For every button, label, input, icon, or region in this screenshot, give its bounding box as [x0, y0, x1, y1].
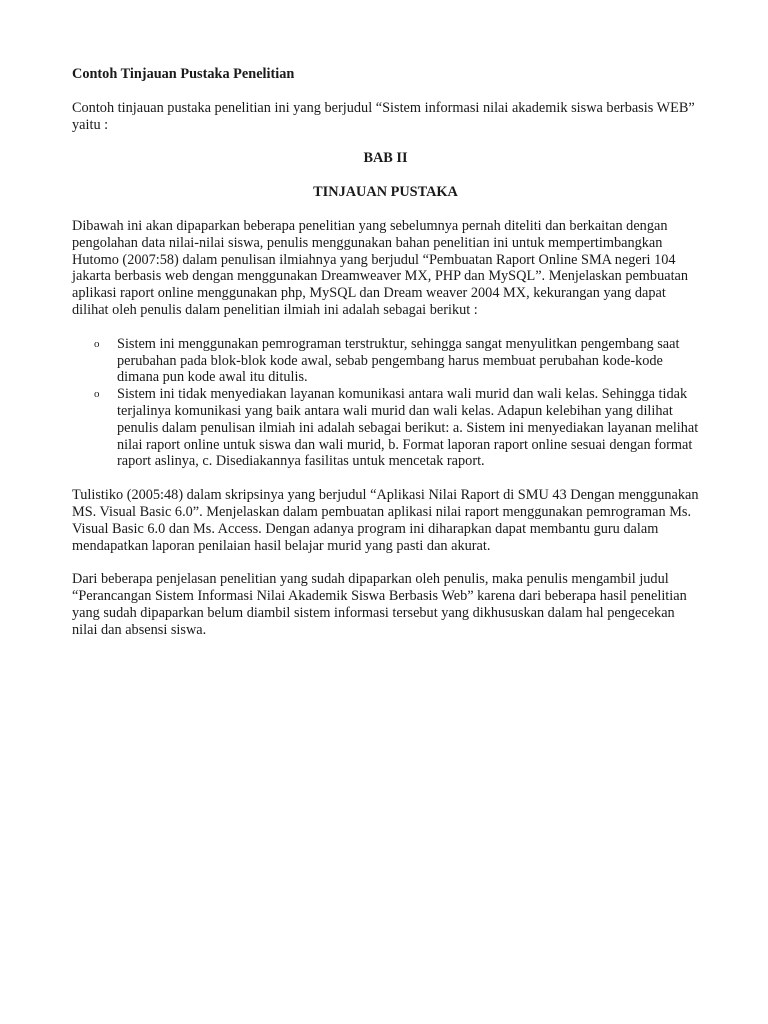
chapter-title: TINJAUAN PUSTAKA [313, 184, 458, 201]
body-paragraph-3: Dari beberapa penjelasan penelitian yang sudah dipaparkan oleh penulis, maka penulis mengambil judul “Perancangan Sistem Informasi Nilai Akademik Siswa Berbasis Web” karena dari beberapa hasil penelitian yang sudah dipaparkan belum diambil sistem informasi tersebut yang dikhususkan dalam hal pengecekan nilai dan absensi siswa. [72, 571, 687, 638]
bullet-marker: o [94, 337, 100, 350]
document-title: Contoh Tinjauan Pustaka Penelitian [72, 66, 295, 82]
list-item-text: Sistem ini menggunakan pemrograman terstruktur, sehingga sangat menyulitkan pengembang saat perubahan pada blok-blok kode awal, sebab pengembang harus membuat perubahan kode-kode dimana pun kode awal itu ditulis. [117, 335, 680, 386]
chapter-number: BAB II [363, 150, 408, 167]
body-paragraph-1: Dibawah ini akan dipaparkan beberapa penelitian yang sebelumnya pernah diteliti dan berkaitan dengan pengolahan data nilai-nilai siswa, penulis menggunakan bahan penelitian ini untuk mempertimbangkan Hutomo (2007:58) dalam penulisan ilmiahnya yang berjudul “Pembuatan Raport Online SMA negeri 104 jakarta berbasis web dengan menggunakan Dreamweaver MX, PHP dan MySQL”. Menjelaskan pembuatan aplikasi raport online menggunakan php, MySQL dan Dream weaver 2004 MX, kekurangan yang dapat dilihat oleh penulis dalam penelitian ilmiah ini adalah sebagai berikut : [72, 217, 689, 318]
intro-paragraph: Contoh tinjauan pustaka penelitian ini yang berjudul “Sistem informasi nilai akademik siswa berbasis WEB” yaitu : [72, 99, 695, 133]
list-item [72, 386, 699, 470]
list-item-text: Sistem ini tidak menyediakan layanan komunikasi antara wali murid dan wali kelas. Sehingga tidak terjalinya komunikasi yang baik antara wali murid dan wali kelas. Adapun kelebihan yang dilihat penulis dalam penulisan ilmiah ini adalah sebagai berikut: a. Sistem ini menyediakan layanan melihat nilai raport online untuk siswa dan wali murid, b. Format laporan raport online sesuai dengan format raport aslinya, c. Disediakannya fasilitas untuk mencetak raport. [117, 386, 699, 470]
weakness-list [72, 336, 699, 470]
list-item [72, 336, 699, 386]
bullet-marker: o [94, 388, 100, 401]
document-page [72, 66, 699, 656]
body-paragraph-2: Tulistiko (2005:48) dalam skripsinya yang berjudul “Aplikasi Nilai Raport di SMU 43 Dengan menggunakan MS. Visual Basic 6.0”. Menjelaskan dalam pembuatan aplikasi nilai raport menggunakan pemrograman Ms. Visual Basic 6.0 dan Ms. Access. Dengan adanya program ini diharapkan dapat membantu guru dalam mendapatkan laporan penilaian hasil belajar murid yang pasti dan akurat. [72, 487, 699, 554]
